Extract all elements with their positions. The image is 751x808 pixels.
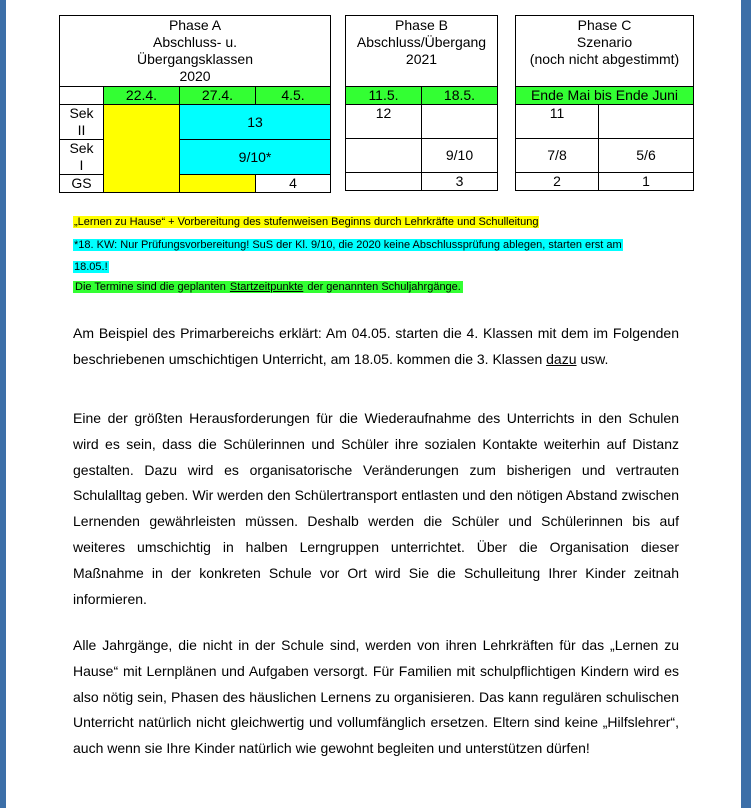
legend-cyan: *18. KW: Nur Prüfungsvorbereitung! SuS der Kl. 9/10, die 2020 keine Abschlussprüfung ablegen, starten erst am <box>74 239 622 251</box>
paragraph-3: Alle Jahrgänge, die nicht in der Schule sind, werden von ihren Lehrkräften für das „Lernen zu Hause“ mit Lernplänen und Aufgaben versorgt. Für Familien mit schulpflichtigen Kindern wird es also nötig sein, Phasen des häuslichen Lernens zu organisieren. Das kann regulären schulischen Unterricht natürlich nicht gleichwertig und vollumfänglich ersetzen. Eltern sind keine „Hilfslehrer“, auch wenn sie Ihre Kinder natürlich wie gewohnt begleiten und unterstützen dürfen! <box>73 637 679 757</box>
sek1-cell: 9/10 <box>422 139 498 173</box>
phase-c-table <box>515 15 694 191</box>
date-cell: 4.5. <box>256 87 331 105</box>
date-cell: 18.5. <box>422 87 498 105</box>
phase-b-table <box>345 15 498 191</box>
empty-cell <box>346 139 422 173</box>
phase-a-title: Phase A <box>168 17 222 33</box>
empty-cell <box>599 105 694 139</box>
underlined-term: Startzeitpunkte <box>229 281 304 293</box>
date-cell: 22.4. <box>104 87 180 105</box>
page-border-left <box>0 0 6 808</box>
period-cell: Ende Mai bis Ende Juni <box>516 87 694 105</box>
legend-yellow: „Lernen zu Hause“ + Vorbereitung des stufenweisen Beginns durch Lehrkräfte und Schulleitung <box>74 216 539 228</box>
sek1-cell: 5/6 <box>599 139 694 173</box>
phase-a-year: 2020 <box>179 68 211 84</box>
empty-cell <box>422 105 498 139</box>
row-label-sek1: Sek I <box>60 140 104 175</box>
phase-c-title: Phase C <box>577 17 632 33</box>
gs-cell: 3 <box>422 173 498 191</box>
row-label-sek2: Sek II <box>60 105 104 140</box>
phase-b-header <box>346 16 498 87</box>
phase-a-subtitle-2: Übergangsklassen <box>137 51 253 67</box>
corner-cell <box>60 87 104 105</box>
sek2-cell: 12 <box>346 105 422 139</box>
date-cell: 27.4. <box>180 87 256 105</box>
gs-cell: 2 <box>516 173 599 191</box>
phase-b-year: 2021 <box>405 51 438 67</box>
phase-c-subtitle: Szenario <box>576 34 633 50</box>
paragraph-2: Eine der größten Herausforderungen für die Wiederaufnahme des Unterrichts in den Schulen wird es sein, dass die Schülerinnen und Schüler ihre sozialen Kontakte weiterhin auf Distanz gestalten. Dazu wird es organisatorische Veränderungen zum bisherigen und vertrauten Schulalltag geben. Wir werden den Schülertransport entlasten und den nötigen Abstand zwischen Lernenden gewährleisten müssen. Deshalb werden die Schüler und Schülerinnen bis auf weiteres umschichtig in halben Lerngruppen unterrichtet. Über die Organisation dieser Maßnahme in der konkreten Schule vor Ort wird Sie die Schulleitung Ihrer Kinder zeitnah informieren. <box>73 410 679 607</box>
date-cell: 11.5. <box>346 87 422 105</box>
row-label-gs: GS <box>60 175 104 193</box>
legend-cyan-cont: 18.05.! <box>74 261 108 273</box>
sek2-cell: 11 <box>516 105 599 139</box>
phase-b-subtitle: Abschluss/Übergang <box>356 34 487 50</box>
gs-cell: 4 <box>256 175 331 193</box>
page-border-right <box>741 0 751 808</box>
underlined-word: dazu <box>546 350 577 367</box>
empty-cell <box>346 173 422 191</box>
paragraph-1: Am Beispiel des Primarbereichs erklärt: Am 04.05. starten die 4. Klassen mit dem im Folgenden beschriebenen umschichtigen Unterricht, am 18.05. kommen die 3. Klassen dazu usw. <box>73 325 679 367</box>
gs-yellow-cell <box>180 175 256 193</box>
legend-green: Die Termine sind die geplanten Startzeitpunkte der genannten Schuljahrgänge. <box>75 281 461 293</box>
sek1-cell: 9/10* <box>180 140 331 175</box>
phase-a-table <box>59 15 331 193</box>
phase-b-title: Phase B <box>395 17 448 33</box>
phase-c-note: (noch nicht abgestimmt) <box>529 51 680 67</box>
sek2-cell: 13 <box>180 105 331 140</box>
yellow-block <box>104 105 180 193</box>
phase-a-subtitle-1: Abschluss- u. <box>152 34 238 50</box>
phase-a-header <box>60 16 331 87</box>
phase-c-header <box>516 16 694 87</box>
sek1-cell: 7/8 <box>516 139 599 173</box>
gs-cell: 1 <box>599 173 694 191</box>
